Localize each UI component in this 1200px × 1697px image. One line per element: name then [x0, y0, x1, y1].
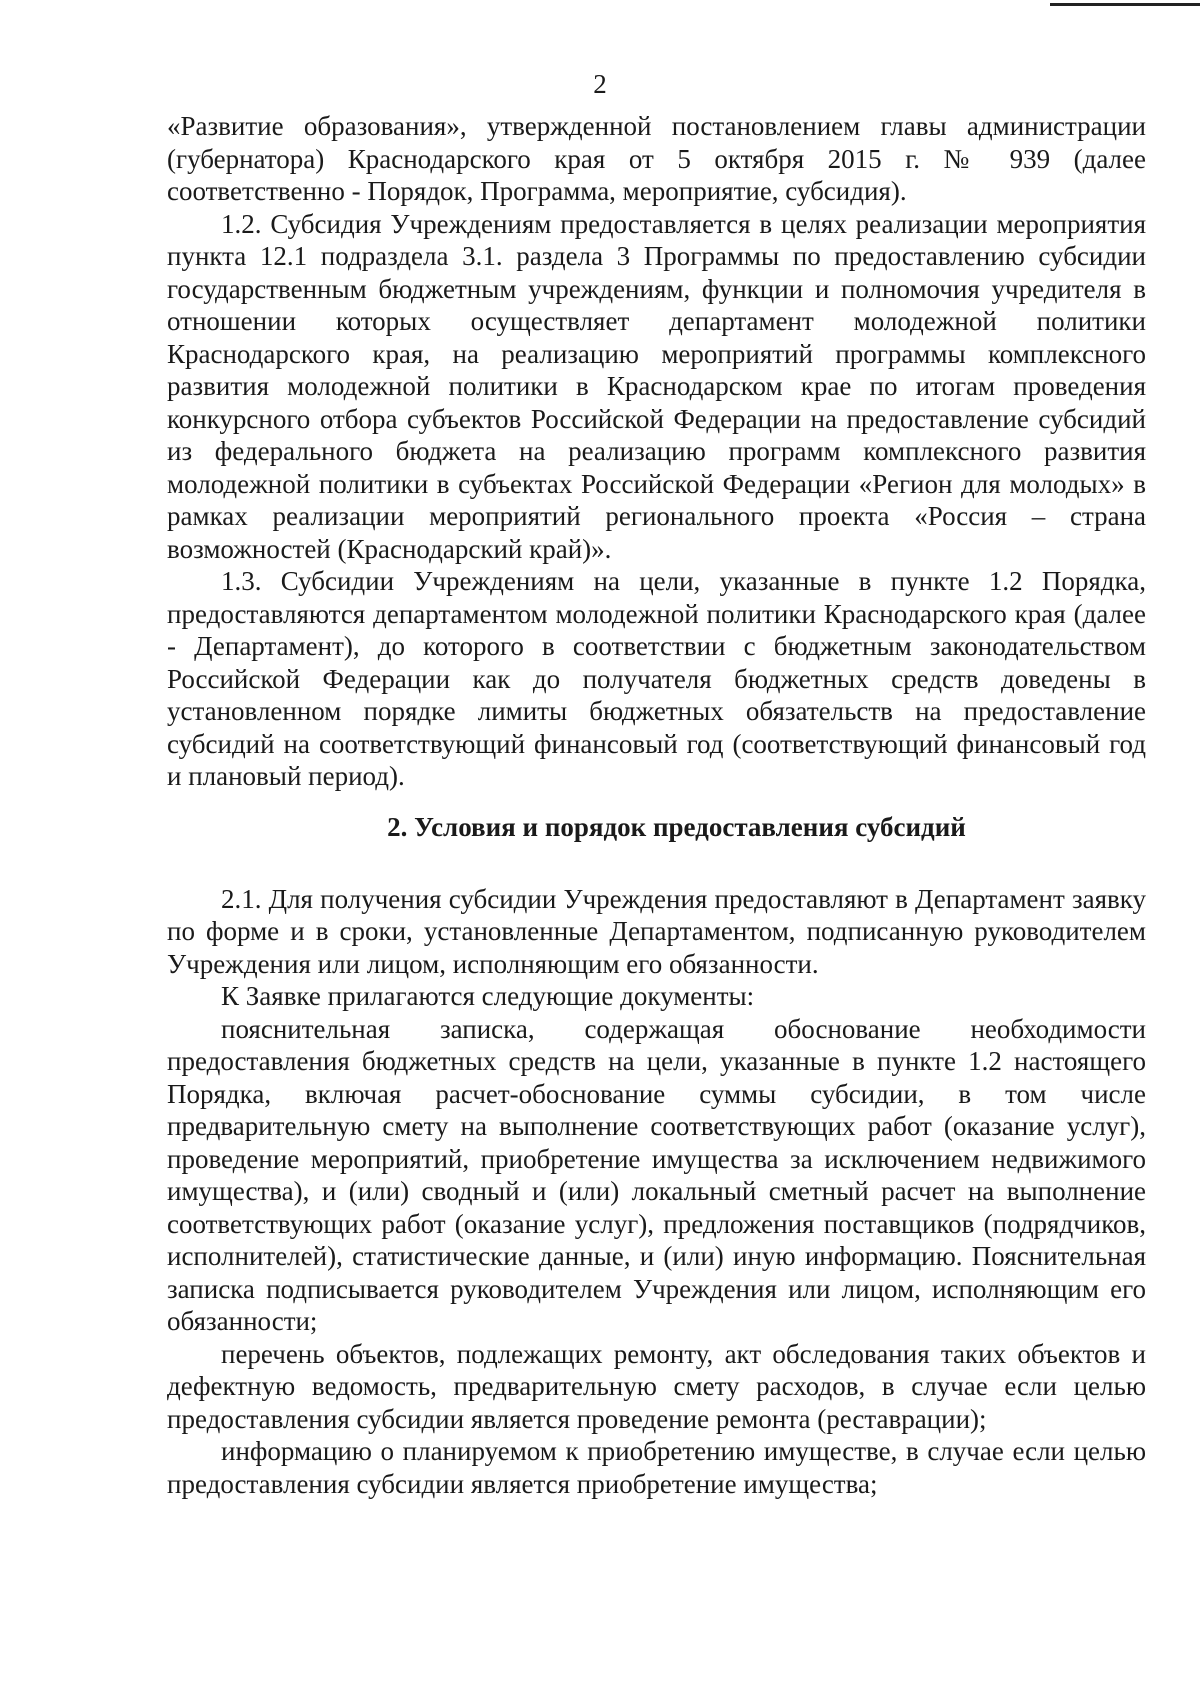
paragraph-property-info: информацию о планируемом к приобретению имуществе, в случае если целью предоставления субсидии является приобретение имущества;: [167, 1436, 1146, 1499]
section-2-heading: 2. Условия и порядок предоставления субсидий: [387, 811, 966, 842]
paragraph-2-1: 2.1. Для получения субсидии Учреждения предоставляют в Департамент заявку по форме и в сроки, установленные Департаментом, подписанную руководителем Учреждения или лицом, исполняющим его обязанности.: [167, 883, 1146, 979]
paragraph-intro-continuation: «Развитие образования», утвержденной постановлением главы администрации (губернатора) Краснодарского края от 5 октября 2015 г. № 939 (далее соответственно - Порядок, Программа, мероприятие, субсидия).: [167, 111, 1146, 206]
corner-rule: [1050, 3, 1200, 6]
paragraph-objects-list: перечень объектов, подлежащих ремонту, акт обследования таких объектов и дефектную ведомость, предварительную смету расходов, в случае если целью предоставления субсидии является проведение ремонта (реставрации);: [167, 1338, 1146, 1434]
paragraph-1-3: 1.3. Субсидии Учреждениям на цели, указанные в пункте 1.2 Порядка, предоставляются департаментом молодежной политики Краснодарского края (далее - Департамент), до которого в соответствии с бюджетным законодательством Российской Федерации как до получателя бюджетных средств доведены в установленном порядке лимиты бюджетных обязательств на предоставление субсидий на соответствующий финансовый год (соответствующий финансовый год и плановый период).: [167, 566, 1146, 791]
document-body: [167, 110, 1146, 1500]
paragraph-attachments-intro: К Заявке прилагаются следующие документы:: [221, 981, 755, 1011]
page-number: 2: [593, 69, 607, 99]
paragraph-explanatory-note: пояснительная записка, содержащая обоснование необходимости предоставления бюджетных средств на цели, указанные в пункте 1.2 настоящего Порядка, включая расчет-обоснование суммы субсидии, в том числе предварительную смету на выполнение соответствующих работ (оказание услуг), проведение мероприятий, приобретение имущества за исключением недвижимого имущества), и (или) сводный и (или) локальный сметный расчет на выполнение соответствующих работ (оказание услуг), предложения поставщиков (подрядчиков, исполнителей), статистические данные, и (или) иную информацию. Пояснительная записка подписывается руководителем Учреждения или лицом, исполняющим его обязанности;: [167, 1013, 1146, 1336]
paragraph-1-2: 1.2. Субсидия Учреждениям предоставляется в целях реализации мероприятия пункта 12.1 подраздела 3.1. раздела 3 Программы по предоставлению субсидии государственным бюджетным учреждениям, функции и полномочия учредителя в отношении которых осуществляет департамент молодежной политики Краснодарского края, на реализацию мероприятий программы комплексного развития молодежной политики в Краснодарском крае по итогам проведения конкурсного отбора субъектов Российской Федерации на предоставление субсидий из федерального бюджета на реализацию программ комплексного развития молодежной политики в субъектах Российской Федерации «Регион для молодых» в рамках реализации мероприятий регионального проекта «Россия – страна возможностей (Краснодарский край)».: [167, 208, 1146, 564]
